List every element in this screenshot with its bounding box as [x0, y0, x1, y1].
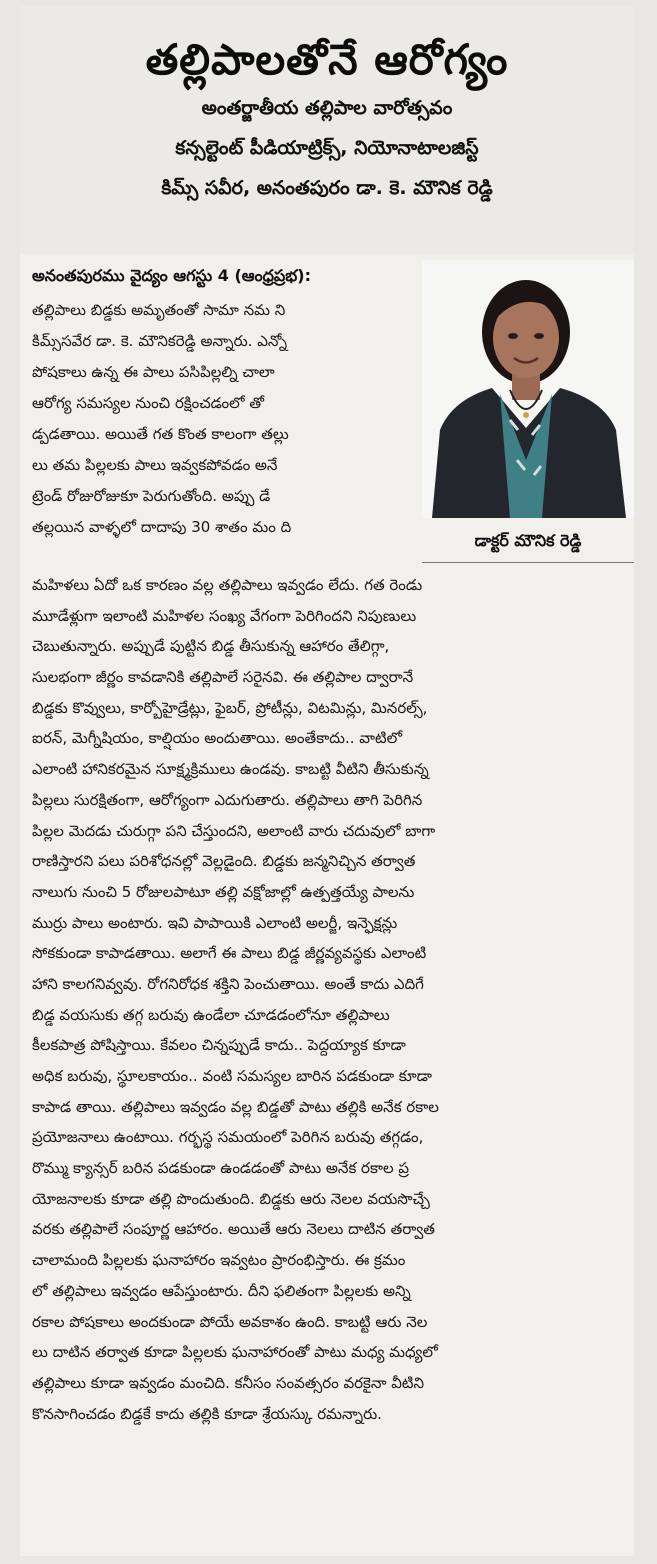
- body-line: ప్రయోజనాలు ఉంటాయి. గర్భస్థ సమయంలో పెరిగిన బరువు తగ్గడం,: [32, 1128, 424, 1147]
- body-line: ముర్రు పాలు అంటారు. ఇవి పాపాయికి ఎలాంటి అలర్జీ, ఇన్ఫెక్షన్లు: [32, 913, 398, 932]
- body-line: తల్లిపాలు బిడ్డకు అమృతంతో సామా నమ ని: [32, 301, 286, 319]
- body-line: మూడేళ్లుగా ఇలాంటి మహిళల సంఖ్య వేగంగా పెరిగిందని నిపుణులు: [32, 606, 417, 625]
- body-line: ఎలాంటి హానికరమైన సూక్ష్మక్రిములు ఉండవు. కాబట్టి వీటిని తీసుకున్న: [32, 760, 429, 779]
- body-line: తల్లిపాలు కూడా ఇవ్వడం మంచిది. కనీసం సంవత్సరం వరకైనా వీటిని: [32, 1373, 424, 1392]
- body-line: ఆరోగ్య సమస్యల నుంచి రక్షించడంలో తో: [32, 394, 264, 412]
- body-line: కీలకపాత్ర పోషిస్తాయి. కేవలం చిన్నప్పుడే కాదు.. పెద్దయ్యాక కూడా: [32, 1036, 406, 1055]
- body-line: వరకు తల్లిపాలే సంపూర్ణ ఆహారం. అయితే ఆరు నెలలు దాటిన తర్వాత: [32, 1220, 435, 1239]
- body-line: రాణిస్తారని పలు పరిశోధనల్లో వెల్లడైంది. బిడ్డకు జన్మనిచ్చిన తర్వాత: [32, 852, 416, 871]
- body-line: హాని కాలగనివ్వవు. రోగనిరోధక శక్తిని పెంచుతాయి. అంతే కాదు ఎదిగే: [32, 974, 424, 993]
- dateline: అనంతపురము వైద్యం ఆగస్టు 4 (ఆంధ్రప్రభ):: [32, 266, 312, 285]
- body-line: రకాల పోషకాలు అందకుండా పోయే అవకాశం ఉంది. కాబట్టి ఆరు నెల: [32, 1312, 428, 1331]
- body-line: ఐరన్, మెగ్నీషియం, కాల్షియం అందుతాయి. అంతేకాదు.. వాటిలో: [32, 729, 403, 748]
- subhead-2: కన్సల్టెంట్ పీడియాట్రిక్స్, నియోనాటాలజిస్ట్: [175, 137, 479, 159]
- body-line: పోషకాలు ఉన్న ఈ పాలు పసిపిల్లల్ని చాలా: [32, 363, 275, 381]
- body-line: తల్లయిన వాళ్ళలో దాదాపు 30 శాతం మం ది: [32, 518, 292, 536]
- body-line: బిడ్డ వయసుకు తగ్గ బరువు ఉండేలా చూడడంలోనూ తల్లిపాలు: [32, 1005, 390, 1024]
- body-line: పిల్లలు సురక్షితంగా, ఆరోగ్యంగా ఎదుగుతారు. తల్లిపాలు తాగి పెరిగిన: [32, 790, 423, 809]
- subhead-3: కిమ్స్ సవీర, అనంతపురం డా. కె. మౌనిక రెడ్డి: [161, 177, 493, 199]
- body-line: లు తమ పిల్లలకు పాలు ఇవ్వకపోవడం అనే: [32, 456, 278, 474]
- body-line: చెబుతున్నారు. అప్పుడే పుట్టిన బిడ్డ తీసుకున్న ఆహారం తేలిగ్గా,: [32, 637, 390, 656]
- body-line: [32, 1460, 632, 1491]
- article-header: [20, 6, 634, 254]
- body-line: ట్రెండ్ రోజురోజుకూ పెరుగుతోంది. అప్పు డే: [32, 487, 271, 505]
- body-text-full-width: [32, 570, 632, 1521]
- portrait-illustration: [422, 260, 634, 518]
- body-line: నాలుగు నుంచి 5 రోజులపాటూ తల్లి వక్షోజాల్లో ఉత్పత్తయ్యే పాలను: [32, 882, 415, 901]
- body-line: యోజనాలకు కూడా తల్లి పొందుతుంది. బిడ్డకు ఆరు నెలల వయసొచ్చే: [32, 1189, 430, 1208]
- body-line: మహిళలు ఏదో ఒక కారణం వల్ల తల్లిపాలు ఇవ్వడం లేదు. గత రెండు: [32, 576, 423, 594]
- body-line: [32, 1491, 632, 1522]
- subhead-1: అంతర్జాతీయ తల్లిపాల వారోత్సవం: [201, 97, 453, 119]
- body-line: లు దాటిన తర్వాత కూడా పిల్లలకు ఘనాహారంతో పాటు మధ్య మధ్యలో: [32, 1343, 438, 1362]
- body-line: రొమ్ము క్యాన్సర్ బరిన పడకుండా ఉండడంతో పాటు అనేక రకాల ప్ర: [32, 1159, 410, 1178]
- body-line: కొనసాగించడం బిడ్డకే కాదు తల్లికి కూడా శ్రేయస్కు రమన్నారు.: [32, 1404, 382, 1423]
- body-line: కిమ్స్‌సవేర డా. కె. మౌనికరెడ్డి అన్నారు. ఎన్నో: [32, 332, 288, 350]
- newspaper-clipping: [20, 6, 634, 1556]
- body-line: అధిక బరువు, స్థూలకాయం.. వంటి సమస్యల బారిన పడకుండా కూడా: [32, 1067, 432, 1085]
- headline: తల్లిపాలతోనే ఆరోగ్యం: [145, 35, 509, 84]
- body-line: సులభంగా జీర్ణం కావడానికి తల్లిపాలే సరైనవి. ఈ తల్లిపాల ద్వారానే: [32, 668, 414, 687]
- body-line: కాపాడ తాయి. తల్లిపాలు ఇవ్వడం వల్ల బిడ్డతో పాటు తల్లికి అనేక రకాల: [32, 1097, 439, 1116]
- body-line: లో తల్లిపాలు ఇవ్వడం ఆపేస్తుంటారు. దీని ఫలితంగా పిల్లలకు అన్ని: [32, 1281, 411, 1300]
- body-line: చాలామంది పిల్లలకు ఘనాహారం ఇవ్వటం ప్రారంభిస్తారు. ఈ క్రమం: [32, 1251, 406, 1270]
- body-line: డ్పడతాయి. అయితే గత కొంత కాలంగా తల్లు: [32, 425, 289, 443]
- body-line: [32, 1429, 632, 1460]
- body-text-narrow-column: [32, 295, 418, 543]
- body-line: పిల్లల మెదడు చురుగ్గా పని చేస్తుందని, అలాంటి వారు చదువులో బాగా: [32, 821, 436, 840]
- body-line: సోకకుండా కాపాడతాయి. అలాగే ఈ పాలు బిడ్డ జీర్ణవ్యవస్థకు ఎలాంటి: [32, 944, 427, 963]
- body-line: బిడ్డకు కొవ్వులు, కార్బోహైడ్రేట్లు, ఫైబర్, ప్రోటీన్లు, విటమిన్లు, మినరల్స్,: [32, 698, 428, 717]
- doctor-portrait-photo: [422, 260, 634, 518]
- photo-caption: డాక్టర్ మౌనిక రెడ్డి: [422, 520, 634, 563]
